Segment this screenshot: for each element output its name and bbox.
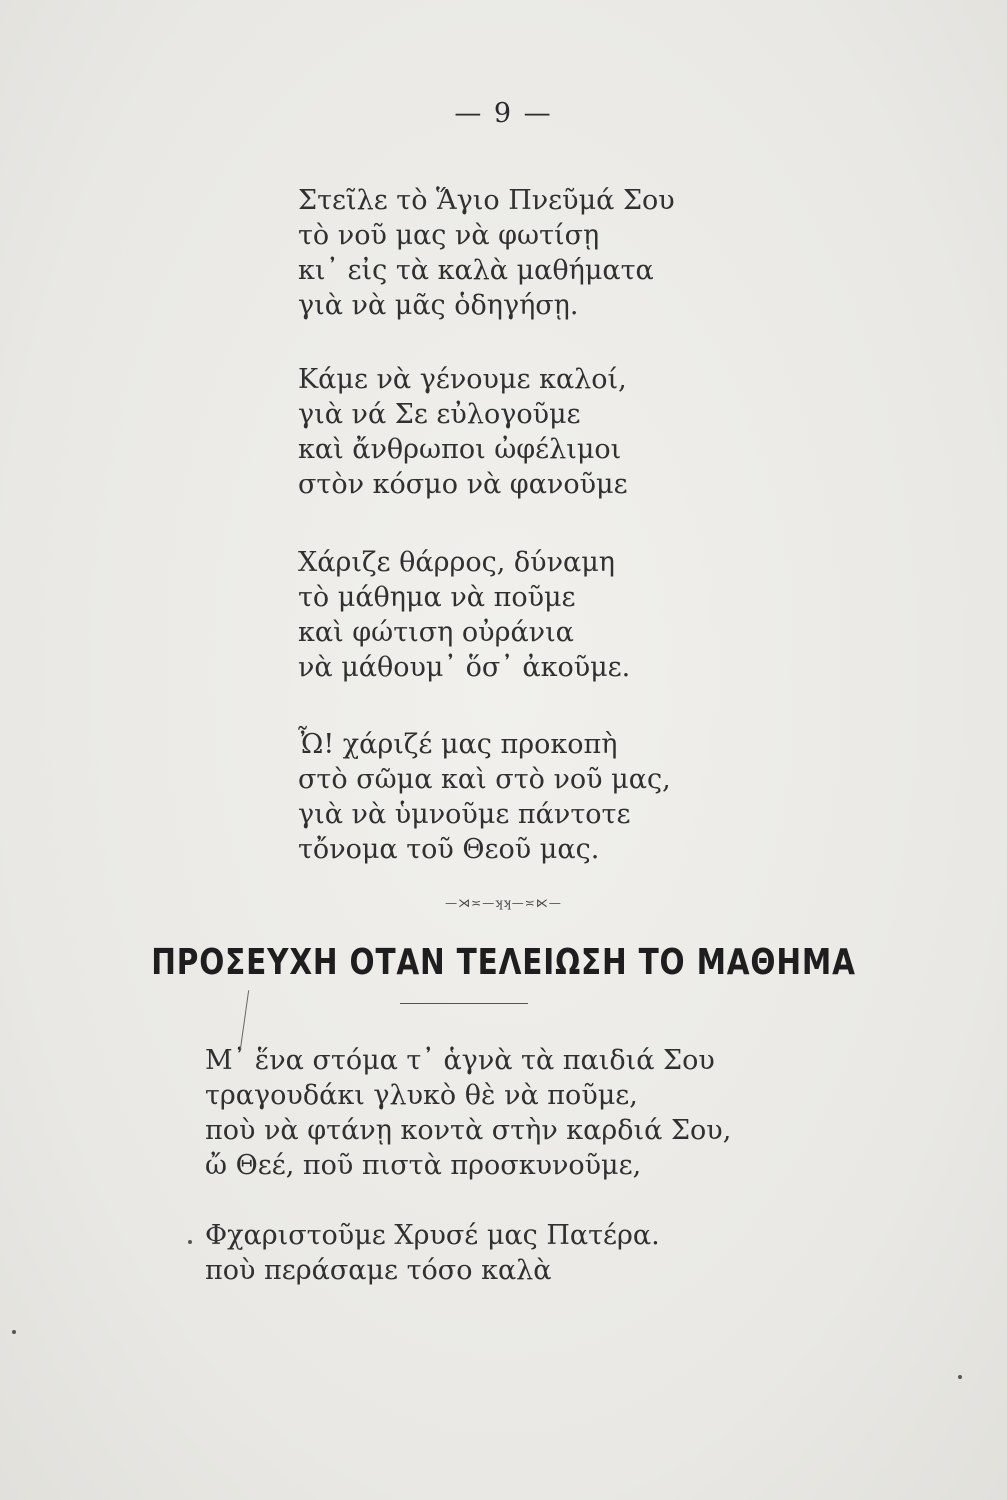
poem-line: καὶ φώτιση οὐράνια (298, 617, 574, 648)
poem-line: στὸ σῶμα καὶ στὸ νοῦ μας, (298, 764, 671, 795)
ink-speck (12, 1330, 16, 1334)
page-number: — 9 — (454, 98, 553, 129)
poem-line: τραγουδάκι γλυκὸ θὲ νὰ ποῦμε, (205, 1080, 638, 1111)
poem-line: γιὰ νά Σε εὐλογοῦμε (298, 399, 581, 430)
poem-line: γιὰ νὰ μᾶς ὁδηγήσῃ. (298, 290, 579, 321)
poem-line: Μ᾽ ἕνα στόμα τ᾽ ἁγνὰ τὰ παιδιά Σου (205, 1045, 715, 1076)
ink-speck (958, 1375, 962, 1379)
poem-stanza-1 (298, 183, 675, 323)
poem-line: ποὺ νὰ φτάνῃ κοντὰ στὴν καρδιά Σου, (205, 1115, 732, 1146)
poem-line: Στεῖλε τὸ Ἅγιο Πνεῦμά Σου (298, 185, 675, 216)
poem-line: κι᾽ εἰς τὰ καλὰ μαθήματα (298, 255, 654, 286)
heading-underline (400, 1003, 528, 1004)
poem-line: Χάριζε θάρρος, δύναμη (298, 547, 615, 578)
poem-line: στὸν κόσμο νὰ φανοῦμε (298, 469, 628, 500)
poem-stanza-2 (298, 362, 628, 502)
poem-line: Ὦ! χάριζέ μας προκοπὴ (298, 729, 618, 760)
prayer-stanza-1 (205, 1043, 731, 1183)
poem-line: τὸ νοῦ μας νὰ φωτίσῃ (298, 220, 600, 251)
section-heading: ΠΡΟΣΕΥΧΗ ΟΤΑΝ ΤΕΛΕΙΩΣΗ ΤΟ ΜΑΘΗΜΑ (151, 942, 856, 983)
poem-line: τὸ μάθημα νὰ ποῦμε (298, 582, 576, 613)
margin-pen-mark (240, 990, 249, 1050)
prayer-stanza-2 (205, 1218, 660, 1288)
ink-speck (188, 1240, 192, 1244)
poem-line: γιὰ νὰ ὑμνοῦμε πάντοτε (298, 799, 631, 830)
poem-line: καὶ ἄνθρωποι ὠφέλιμοι (298, 434, 622, 465)
poem-stanza-4 (298, 727, 671, 867)
poem-stanza-3 (298, 545, 630, 685)
poem-line: Φχαριστοῦμε Χρυσέ μας Πατέρα. (205, 1220, 660, 1251)
poem-line: ὤ Θεέ, ποῦ πιστὰ προσκυνοῦμε, (205, 1150, 642, 1181)
poem-line: ποὺ περάσαμε τόσο καλὰ (205, 1255, 552, 1286)
poem-line: Κάμε νὰ γένουμε καλοί, (298, 364, 627, 395)
poem-line: νὰ μάθουμ᾽ ὅσ᾽ ἀκοῦμε. (298, 652, 631, 683)
poem-line: τὄνομα τοῦ Θεοῦ μας. (298, 834, 600, 865)
ornamental-divider: —⋊≍—ʞʞ—≍⋉— (445, 896, 562, 910)
